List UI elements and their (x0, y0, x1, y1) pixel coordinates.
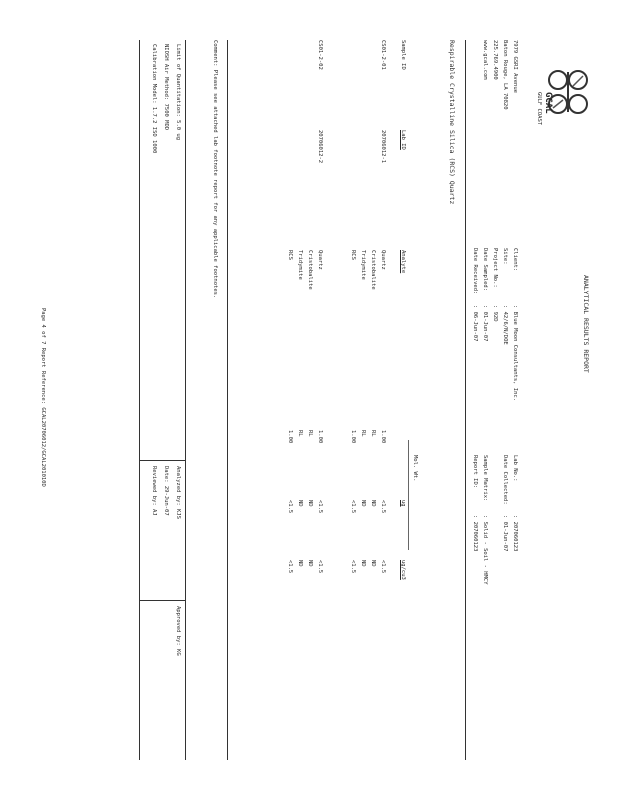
rl-cell: RL (360, 430, 366, 437)
span-rule (408, 440, 409, 550)
col-header-lab-id: Lab ID (400, 130, 406, 150)
date-collected-value: : 01-Jun-07 (502, 515, 508, 552)
ug-cell: <1.5 (380, 500, 386, 514)
analysis-date: Date: 29-Jun-07 (163, 466, 169, 516)
rl-cell: RL (307, 430, 313, 437)
analyte-cell: Cristobalite (307, 250, 313, 290)
lab-id-cell: 20706012-2 (317, 130, 323, 164)
analyte-cell: RCS (287, 250, 293, 260)
sample-id-cell: CS01-2-02 (317, 40, 323, 70)
date-sampled-value: : 01-Jun-07 (482, 305, 488, 342)
ug-cell: ND (360, 500, 366, 507)
ug-cell: <1.5 (350, 500, 356, 514)
ugcu3-cell: <1.5 (287, 560, 293, 574)
site-value: : 42/6/N/DOE (502, 305, 508, 345)
ug-cell: ND (297, 500, 303, 507)
lab-id-cell: 20706012-1 (380, 130, 386, 164)
report-id-value: : 207060123 (472, 515, 478, 552)
ug-cell: ND (370, 500, 376, 507)
page-reference: Page 4 of 7 Report Reference: GCAL20706012/GCAL201010D (40, 308, 46, 487)
section-title: Respirable Crystalline Silica (RCS) Quartz (448, 40, 456, 205)
ugcu3-cell: ND (297, 560, 303, 567)
footer-divider (139, 600, 186, 601)
ug-cell: <1.5 (287, 500, 293, 514)
col-header-ug: ug (400, 500, 406, 507)
rl-cell: RL (297, 430, 303, 437)
rl-cell: 1.00 (287, 430, 293, 444)
date-collected-label: Date Collected: (502, 455, 508, 505)
col-header-analyte: Analyte (400, 250, 406, 274)
analyzed-by: Analyzed by: KJS (175, 466, 181, 519)
footer-divider (139, 460, 186, 461)
date-sampled-label: Date Sampled: (482, 248, 488, 292)
lab-no-value: : 207060123 (512, 515, 518, 552)
sample-matrix-value: : Solid - Soil - HMCY (482, 515, 488, 585)
ugcu3-cell: ND (360, 560, 366, 567)
ug-cell: <1.5 (317, 500, 323, 514)
date-received-label: Date Received: (472, 248, 478, 295)
lab-address-line: 7979 GSRI Avenue (512, 40, 518, 93)
ugcu3-cell: ND (370, 560, 376, 567)
span-header: Mol. Wt. (412, 455, 418, 482)
reviewed-by: Reviewed by: AJ (151, 466, 157, 516)
sample-id-cell: CS01-2-01 (380, 40, 386, 70)
lab-subname: GULF COAST (536, 92, 542, 126)
lab-address-line: www.gcal.com (482, 40, 488, 80)
ugcu3-cell: <1.5 (350, 560, 356, 574)
sample-matrix-label: Sample Matrix: (482, 455, 488, 502)
col-header-ugcu3: ug/cu3 (400, 560, 406, 580)
divider (465, 40, 466, 760)
footer-bottom-rule (139, 40, 140, 760)
report-title: ANALYTICAL RESULTS REPORT (582, 275, 590, 373)
rl-cell: 1.00 (317, 430, 323, 444)
site-label: Site: (502, 248, 508, 265)
report-id-label: Report ID: (472, 455, 478, 489)
rl-cell: 1.00 (350, 430, 356, 444)
comment-text: Comment: Please see attached lab footnote report for any applicable footnotes. (212, 40, 218, 299)
analyte-cell: Quartz (380, 250, 386, 270)
analyte-cell: Cristobalite (370, 250, 376, 290)
divider (227, 40, 228, 760)
analyte-cell: Tridymite (297, 250, 303, 280)
lab-name: GCAL (543, 92, 553, 114)
col-header-sample-id: Sample ID (400, 40, 406, 70)
date-received-value: : 06-Jun-07 (472, 305, 478, 342)
rl-cell: 1.00 (380, 430, 386, 444)
project-label: Project No.: (492, 248, 498, 288)
calibration-text: Calibration Model: 1.7.2 ISO 1000 (151, 44, 157, 154)
analyte-cell: Tridymite (360, 250, 366, 280)
approved-by: Approved by: KG (175, 606, 181, 656)
method-text: NIOSH Air Method: 7500 MOD (163, 44, 169, 131)
ugcu3-cell: <1.5 (380, 560, 386, 574)
footer-top-rule (185, 40, 186, 760)
client-label: Client: (512, 248, 518, 272)
rl-cell: RL (370, 430, 376, 437)
project-value: : 92D (492, 305, 498, 322)
lab-address-line: Baton Rouge, LA 70820 (502, 40, 508, 110)
lab-no-label: Lab No.: (512, 455, 518, 482)
lab-address-line: 225.769.4900 (492, 40, 498, 80)
ugcu3-cell: ND (307, 560, 313, 567)
ugcu3-cell: <1.5 (317, 560, 323, 574)
loq-text: Limit of Quantitation: 5.0 ug (175, 44, 181, 141)
analyte-cell: Quartz (317, 250, 323, 270)
analyte-cell: RCS (350, 250, 356, 260)
client-value: : Blue Moon Consultants, Inc. (512, 305, 518, 402)
ug-cell: ND (307, 500, 313, 507)
